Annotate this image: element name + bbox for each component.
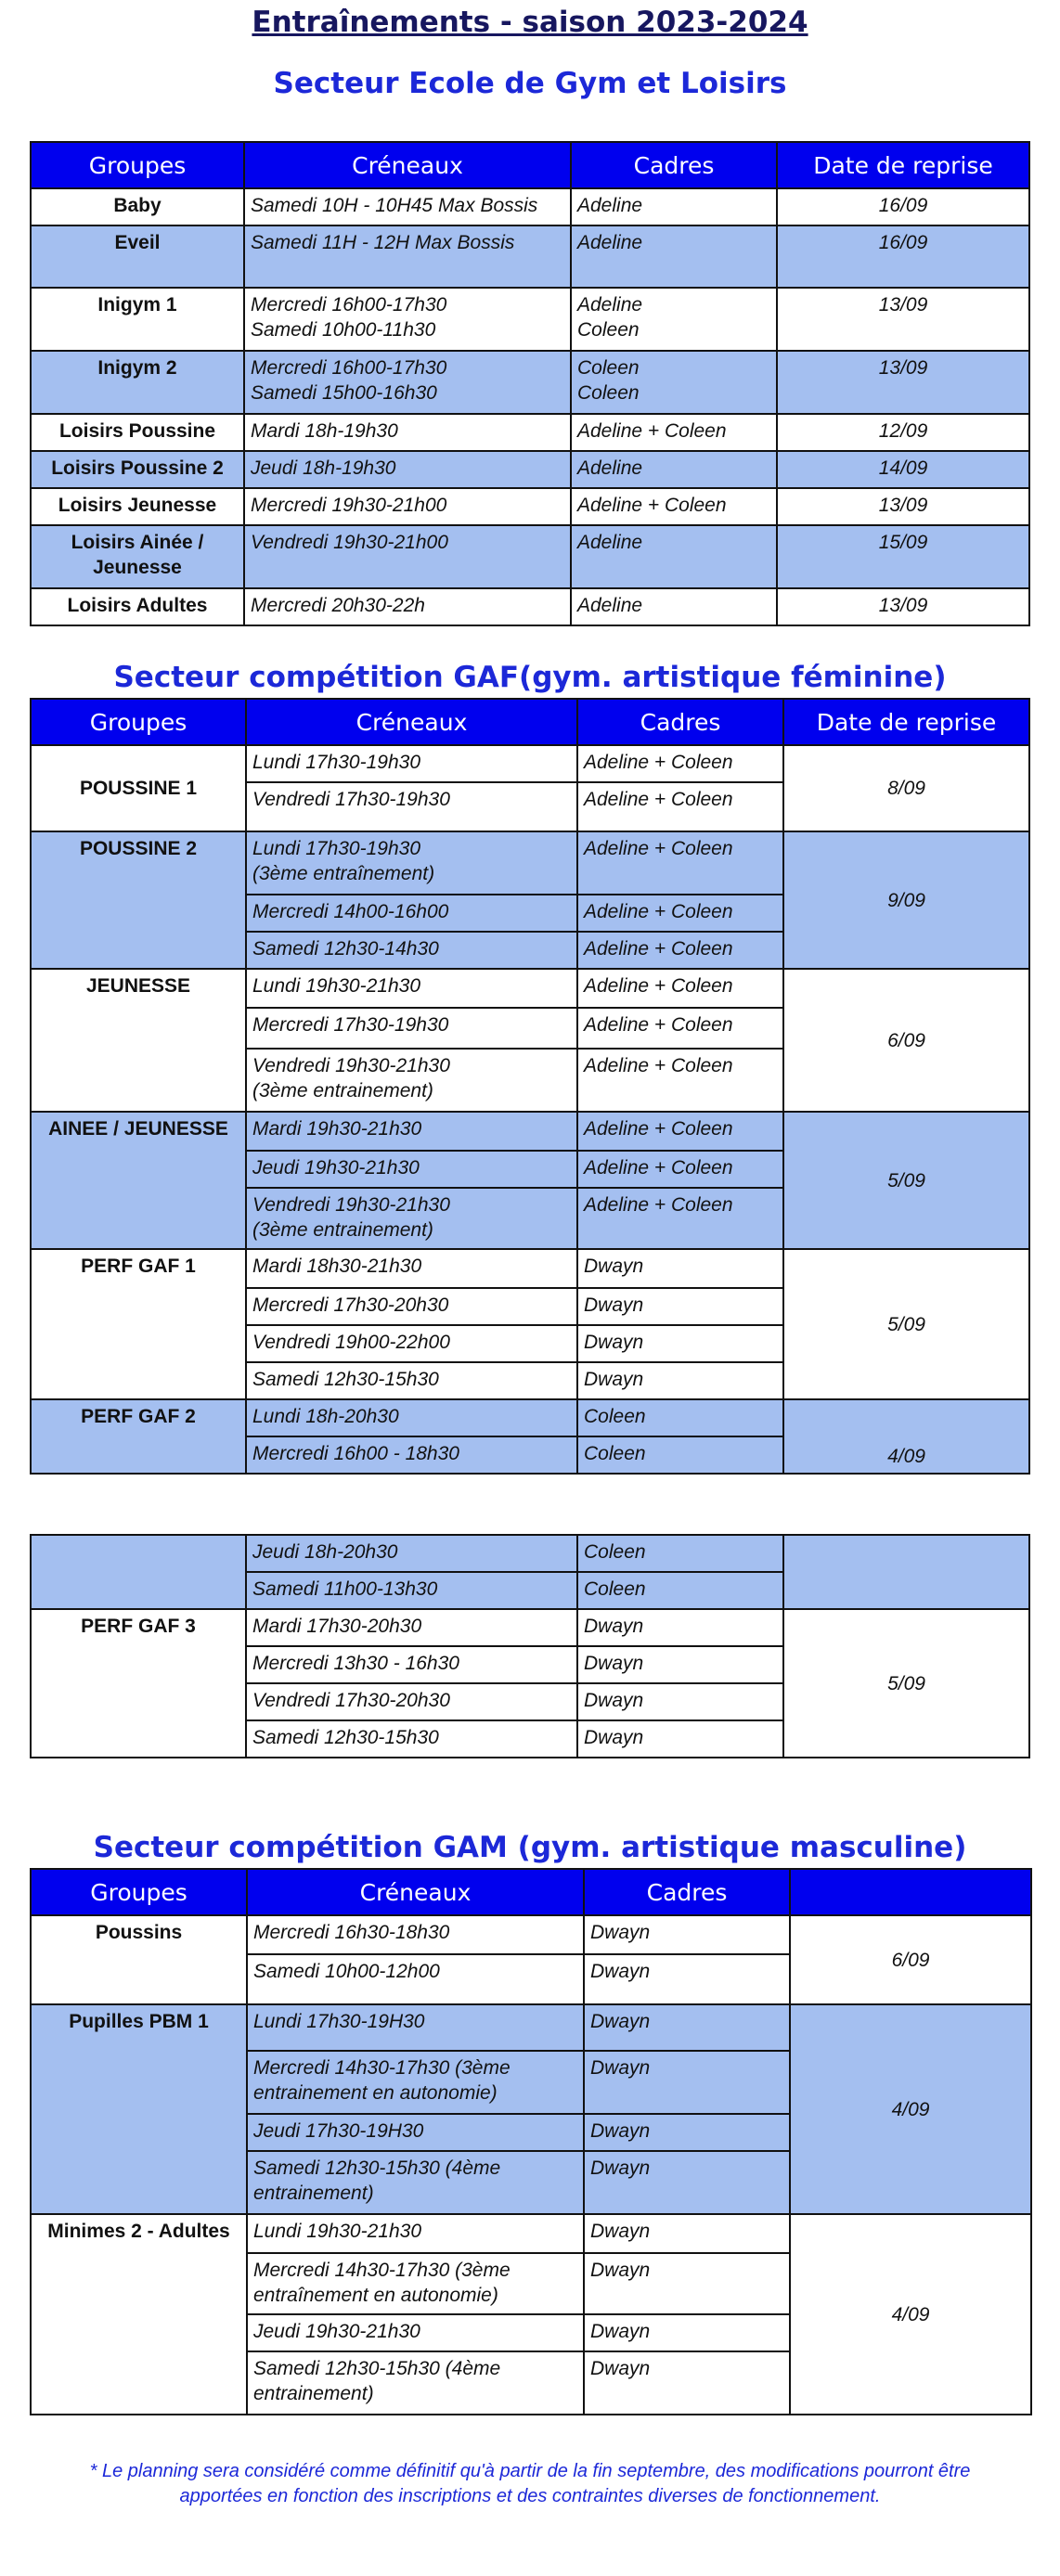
col-header-date-reprise: Date de reprise xyxy=(777,142,1029,188)
date-reprise: 12/09 xyxy=(777,414,1029,451)
coach-cell: Dwayn xyxy=(577,1249,783,1288)
slot-cell: Jeudi 19h30-21h30 xyxy=(246,1151,577,1188)
coach-cell: Dwayn xyxy=(584,1954,790,2004)
line: Mardi 18h-19h30 xyxy=(251,420,398,442)
line: Mercredi 16h00-17h30 xyxy=(251,294,447,316)
table-row xyxy=(31,969,1029,1008)
slots-cell xyxy=(244,414,571,451)
section-title-gaf: Secteur compétition GAF(gym. artistique féminine) xyxy=(113,661,947,694)
line: Jeudi 18h-19h30 xyxy=(251,457,396,479)
coaches-cell xyxy=(571,288,777,351)
coach-cell: Dwayn xyxy=(577,1288,783,1325)
slot-cell: Mercredi 14h00-16h00 xyxy=(246,895,577,932)
coaches-cell xyxy=(571,488,777,525)
coach-cell: Adeline + Coleen xyxy=(577,969,783,1008)
slot-cell: Mardi 17h30-20h30 xyxy=(246,1609,577,1646)
table-row xyxy=(31,1535,1029,1572)
coach-cell: Dwayn xyxy=(577,1720,783,1758)
slot-cell: Mercredi 14h30-17h30 (3ème entraînement en autonomie) xyxy=(247,2253,584,2314)
date-reprise: 9/09 xyxy=(783,831,1029,969)
group-name: Minimes 2 - Adultes xyxy=(31,2214,247,2415)
date-reprise: 5/09 xyxy=(783,1249,1029,1399)
col-header-empty xyxy=(790,1869,1031,1915)
slot-cell: Mercredi 17h30-19h30 xyxy=(246,1008,577,1049)
coach-cell: Adeline + Coleen xyxy=(577,1188,783,1249)
coach-cell: Adeline + Coleen xyxy=(577,932,783,969)
line: Coleen xyxy=(577,319,640,341)
group-name: Inigym 1 xyxy=(31,288,244,351)
col-header-groupes: Groupes xyxy=(31,699,246,745)
line: Mercredi 19h30-21h00 xyxy=(251,495,447,516)
section-title-gam: Secteur compétition GAM (gym. artistique masculine) xyxy=(93,1831,967,1864)
slot-cell: Samedi 10h00-12h00 xyxy=(247,1954,584,2004)
coach-cell: Coleen xyxy=(577,1535,783,1572)
slot-cell: Samedi 12h30-14h30 xyxy=(246,932,577,969)
group-name: Pupilles PBM 1 xyxy=(31,2004,247,2214)
coach-cell: Adeline + Coleen xyxy=(577,1151,783,1188)
slot-cell: Mercredi 16h30-18h30 xyxy=(247,1915,584,1954)
table-row xyxy=(31,1399,1029,1436)
table-row xyxy=(31,588,1029,625)
table-row xyxy=(31,1915,1031,1954)
date-reprise: 13/09 xyxy=(777,351,1029,414)
slot-cell: Lundi 19h30-21h30 xyxy=(246,969,577,1008)
coaches-cell xyxy=(571,225,777,288)
group-name: PERF GAF 1 xyxy=(31,1249,246,1399)
group-name: Loisirs Poussine xyxy=(31,414,244,451)
slot-cell: Mercredi 14h30-17h30 (3ème entrainement en autonomie) xyxy=(247,2051,584,2114)
coach-cell: Dwayn xyxy=(584,2214,790,2253)
coach-cell: Coleen xyxy=(577,1436,783,1474)
slot-cell: Lundi 17h30-19h30 (3ème entraînement) xyxy=(246,831,577,895)
coach-cell: Dwayn xyxy=(584,2114,790,2151)
slots-cell xyxy=(244,188,571,225)
group-name: Eveil xyxy=(31,225,244,288)
slot-cell: Samedi 12h30-15h30 xyxy=(246,1720,577,1758)
loisirs-table xyxy=(30,141,1030,626)
line: Mercredi 16h00-17h30 xyxy=(251,357,447,379)
date-reprise: 4/09 xyxy=(790,2214,1031,2415)
line: Samedi 11H - 12H Max Bossis xyxy=(251,232,515,253)
coach-cell: Dwayn xyxy=(577,1362,783,1399)
coach-cell: Dwayn xyxy=(577,1609,783,1646)
line: Samedi 10h00-11h30 xyxy=(251,319,436,341)
table-row xyxy=(31,488,1029,525)
group-name: Loisirs Poussine 2 xyxy=(31,451,244,488)
date-reprise: 16/09 xyxy=(777,188,1029,225)
coach-cell: Adeline + Coleen xyxy=(577,1008,783,1049)
date-reprise: 5/09 xyxy=(783,1112,1029,1249)
table-row xyxy=(31,831,1029,895)
line: Vendredi 19h30-21h00 xyxy=(251,532,448,553)
table-row xyxy=(31,451,1029,488)
line: Samedi 15h00-16h30 xyxy=(251,382,437,404)
group-name: Baby xyxy=(31,188,244,225)
coach-cell: Adeline + Coleen xyxy=(577,745,783,782)
coach-cell: Coleen xyxy=(577,1399,783,1436)
group-name: Inigym 2 xyxy=(31,351,244,414)
slot-cell: Jeudi 18h-20h30 xyxy=(246,1535,577,1572)
slot-cell: Lundi 17h30-19H30 xyxy=(247,2004,584,2051)
line: Adeline xyxy=(577,195,643,216)
date-reprise: 8/09 xyxy=(783,745,1029,831)
coaches-cell xyxy=(571,588,777,625)
coach-cell: Dwayn xyxy=(577,1646,783,1683)
slot-cell: Lundi 17h30-19h30 xyxy=(246,745,577,782)
col-header-groupes: Groupes xyxy=(31,142,244,188)
date-reprise: 16/09 xyxy=(777,225,1029,288)
date-reprise: 13/09 xyxy=(777,588,1029,625)
coaches-cell xyxy=(571,414,777,451)
slot-cell: Samedi 12h30-15h30 xyxy=(246,1362,577,1399)
slot-cell: Samedi 12h30-15h30 (4ème entrainement) xyxy=(247,2151,584,2214)
table-row xyxy=(31,2214,1031,2253)
table-row xyxy=(31,1609,1029,1646)
slot-cell: Mercredi 16h00 - 18h30 xyxy=(246,1436,577,1474)
slot-cell: Jeudi 19h30-21h30 xyxy=(247,2314,584,2351)
table-row xyxy=(31,288,1029,351)
coaches-cell xyxy=(571,451,777,488)
table-row xyxy=(31,414,1029,451)
coaches-cell xyxy=(571,188,777,225)
coach-cell: Dwayn xyxy=(584,2253,790,2314)
group-name: POUSSINE 2 xyxy=(31,831,246,969)
line: Coleen xyxy=(577,357,640,379)
page-title: Entraînements - saison 2023-2024 xyxy=(252,6,808,39)
slot-cell: Vendredi 19h30-21h30 (3ème entrainement) xyxy=(246,1049,577,1112)
slot-cell: Samedi 12h30-15h30 (4ème entrainement) xyxy=(247,2351,584,2415)
slots-cell xyxy=(244,588,571,625)
section-title-loisirs: Secteur Ecole de Gym et Loisirs xyxy=(273,67,787,100)
line: Adeline xyxy=(577,232,643,253)
table-row xyxy=(31,1112,1029,1151)
group-name: Loisirs Jeunesse xyxy=(31,488,244,525)
date-reprise: 13/09 xyxy=(777,288,1029,351)
line: Coleen xyxy=(577,382,640,404)
col-header-cadres: Cadres xyxy=(571,142,777,188)
coach-cell: Dwayn xyxy=(584,1915,790,1954)
slot-cell: Vendredi 19h30-21h30 (3ème entrainement) xyxy=(246,1188,577,1249)
coach-cell: Dwayn xyxy=(584,2151,790,2214)
slot-cell: Jeudi 17h30-19H30 xyxy=(247,2114,584,2151)
date-reprise: 4/09 xyxy=(783,1399,1029,1474)
table-row xyxy=(31,525,1029,588)
group-name: POUSSINE 1 xyxy=(31,745,246,831)
date-reprise: 5/09 xyxy=(783,1609,1029,1758)
slot-cell: Lundi 19h30-21h30 xyxy=(247,2214,584,2253)
gam-table xyxy=(30,1868,1032,2415)
gaf-table-continued xyxy=(30,1534,1030,1758)
line: Mercredi 20h30-22h xyxy=(251,595,425,616)
date-reprise: 6/09 xyxy=(790,1915,1031,2004)
table-row xyxy=(31,745,1029,782)
gaf-table xyxy=(30,698,1030,1475)
table-row xyxy=(31,351,1029,414)
slot-cell: Vendredi 17h30-20h30 xyxy=(246,1683,577,1720)
group-name: JEUNESSE xyxy=(31,969,246,1112)
table-row xyxy=(31,2004,1031,2051)
group-name-empty xyxy=(31,1535,246,1609)
date-reprise: 6/09 xyxy=(783,969,1029,1112)
coach-cell: Dwayn xyxy=(577,1325,783,1362)
slot-cell: Mercredi 13h30 - 16h30 xyxy=(246,1646,577,1683)
slots-cell xyxy=(244,288,571,351)
col-header-creneaux: Créneaux xyxy=(247,1869,584,1915)
group-name: Loisirs Ainée / Jeunesse xyxy=(31,525,244,588)
col-header-groupes: Groupes xyxy=(31,1869,247,1915)
slot-cell: Mardi 19h30-21h30 xyxy=(246,1112,577,1151)
coach-cell: Adeline + Coleen xyxy=(577,1112,783,1151)
slots-cell xyxy=(244,488,571,525)
line: Adeline + Coleen xyxy=(577,495,727,516)
slots-cell xyxy=(244,225,571,288)
col-header-cadres: Cadres xyxy=(584,1869,790,1915)
date-empty xyxy=(783,1535,1029,1609)
line: Adeline xyxy=(577,294,643,316)
group-name: PERF GAF 3 xyxy=(31,1609,246,1758)
coaches-cell xyxy=(571,351,777,414)
date-reprise: 14/09 xyxy=(777,451,1029,488)
date-reprise: 4/09 xyxy=(790,2004,1031,2214)
col-header-creneaux: Créneaux xyxy=(244,142,571,188)
date-reprise: 13/09 xyxy=(777,488,1029,525)
coach-cell: Adeline + Coleen xyxy=(577,1049,783,1112)
slots-cell xyxy=(244,351,571,414)
slot-cell: Vendredi 19h00-22h00 xyxy=(246,1325,577,1362)
col-header-creneaux: Créneaux xyxy=(246,699,577,745)
coach-cell: Coleen xyxy=(577,1572,783,1609)
line: Adeline xyxy=(577,457,643,479)
group-name: AINEE / JEUNESSE xyxy=(31,1112,246,1249)
coach-cell: Adeline + Coleen xyxy=(577,782,783,831)
coach-cell: Adeline + Coleen xyxy=(577,895,783,932)
slot-cell: Vendredi 17h30-19h30 xyxy=(246,782,577,831)
col-header-cadres: Cadres xyxy=(577,699,783,745)
coach-cell: Dwayn xyxy=(584,2004,790,2051)
coach-cell: Adeline + Coleen xyxy=(577,831,783,895)
line: Adeline + Coleen xyxy=(577,420,727,442)
col-header-date-reprise: Date de reprise xyxy=(783,699,1029,745)
coach-cell: Dwayn xyxy=(584,2051,790,2114)
slot-cell: Samedi 11h00-13h30 xyxy=(246,1572,577,1609)
table-row xyxy=(31,225,1029,288)
line: Adeline xyxy=(577,595,643,616)
slot-cell: Mardi 18h30-21h30 xyxy=(246,1249,577,1288)
coach-cell: Dwayn xyxy=(584,2351,790,2415)
slot-cell: Mercredi 17h30-20h30 xyxy=(246,1288,577,1325)
coach-cell: Dwayn xyxy=(584,2314,790,2351)
table-row xyxy=(31,1249,1029,1288)
table-row xyxy=(31,188,1029,225)
date-reprise: 15/09 xyxy=(777,525,1029,588)
coach-cell: Dwayn xyxy=(577,1683,783,1720)
line: Samedi 10H - 10H45 Max Bossis xyxy=(251,195,538,216)
group-name: PERF GAF 2 xyxy=(31,1399,246,1474)
line: Adeline xyxy=(577,532,643,553)
slots-cell xyxy=(244,525,571,588)
footnote: * Le planning sera considéré comme définitif qu'à partir de la fin septembre, des modifications pourront être apportées en fonction des inscriptions et des contraintes diverses de fonctionnement. xyxy=(89,2461,971,2506)
group-name: Loisirs Adultes xyxy=(31,588,244,625)
group-name: Poussins xyxy=(31,1915,247,2004)
slot-cell: Lundi 18h-20h30 xyxy=(246,1399,577,1436)
slots-cell xyxy=(244,451,571,488)
coaches-cell xyxy=(571,525,777,588)
